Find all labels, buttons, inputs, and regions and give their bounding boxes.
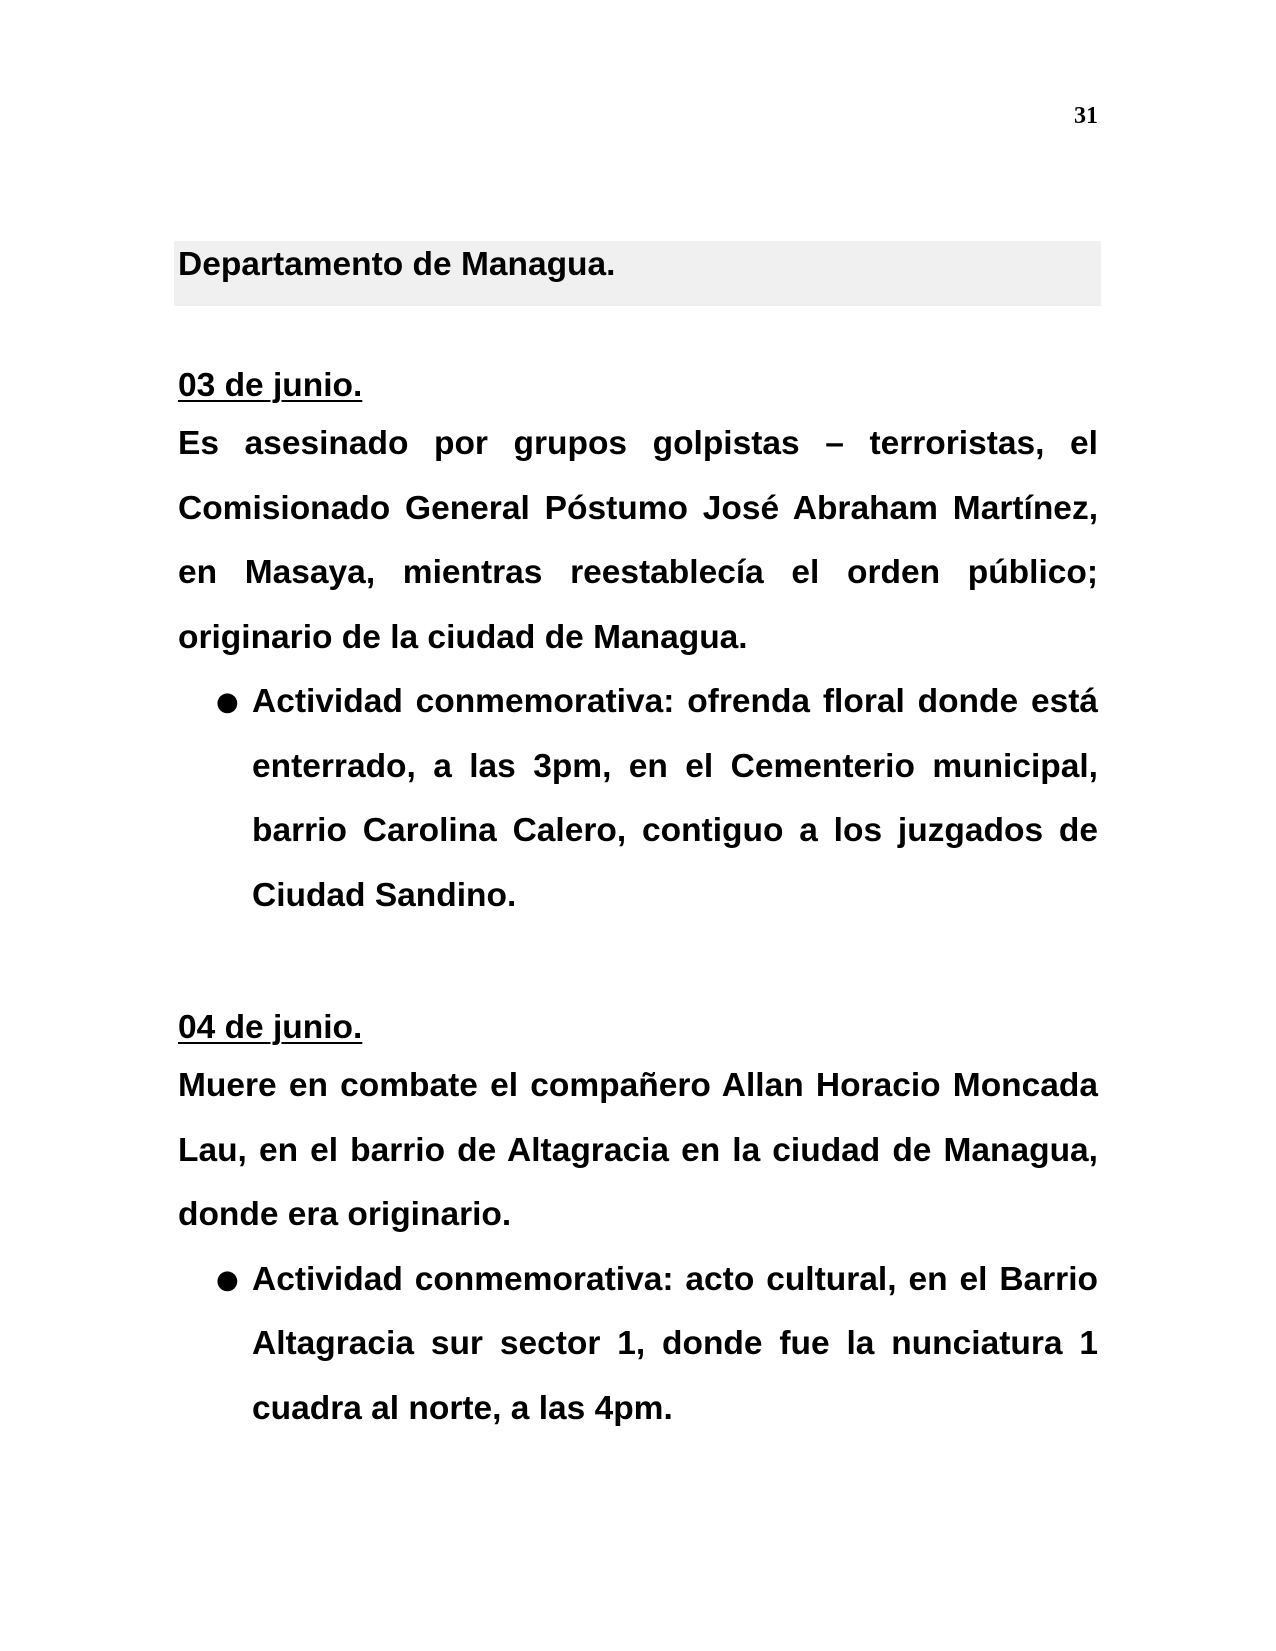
bullet-text: Actividad conmemorativa: acto cultural, en el Barrio Altagracia sur sector 1, donde fue la nunciatura 1 cuadra al norte, a las 4pm.	[252, 1260, 1098, 1427]
bullet-text: Actividad conmemorativa: ofrenda floral donde está enterrado, a las 3pm, en el Cementerio municipal, barrio Carolina Calero, contiguo a los juzgados de Ciudad Sandino.	[252, 683, 1098, 914]
page-number: 31	[1074, 103, 1098, 129]
section-heading: Departamento de Managua.	[178, 246, 616, 283]
bullet-icon: ●	[216, 1264, 239, 1295]
entry-04-junio	[178, 1006, 1098, 1441]
entry-03-junio	[178, 364, 1098, 928]
entry-body: Muere en combate el compañero Allan Horacio Moncada Lau, en el barrio de Altagracia en la ciudad de Managua, donde era originario.	[178, 1067, 1098, 1233]
bullet-item	[178, 1248, 1098, 1442]
entry-date: 03 de junio.	[178, 367, 363, 404]
entry-body: Es asesinado por grupos golpistas – terroristas, el Comisionado General Póstumo José Abraham Martínez, en Masaya, mientras reestablecía el orden público; originario de la ciudad de Managua.	[178, 425, 1098, 656]
bullet-icon: ●	[216, 687, 239, 717]
entry-date: 04 de junio.	[178, 1009, 363, 1046]
bullet-item	[178, 670, 1098, 928]
